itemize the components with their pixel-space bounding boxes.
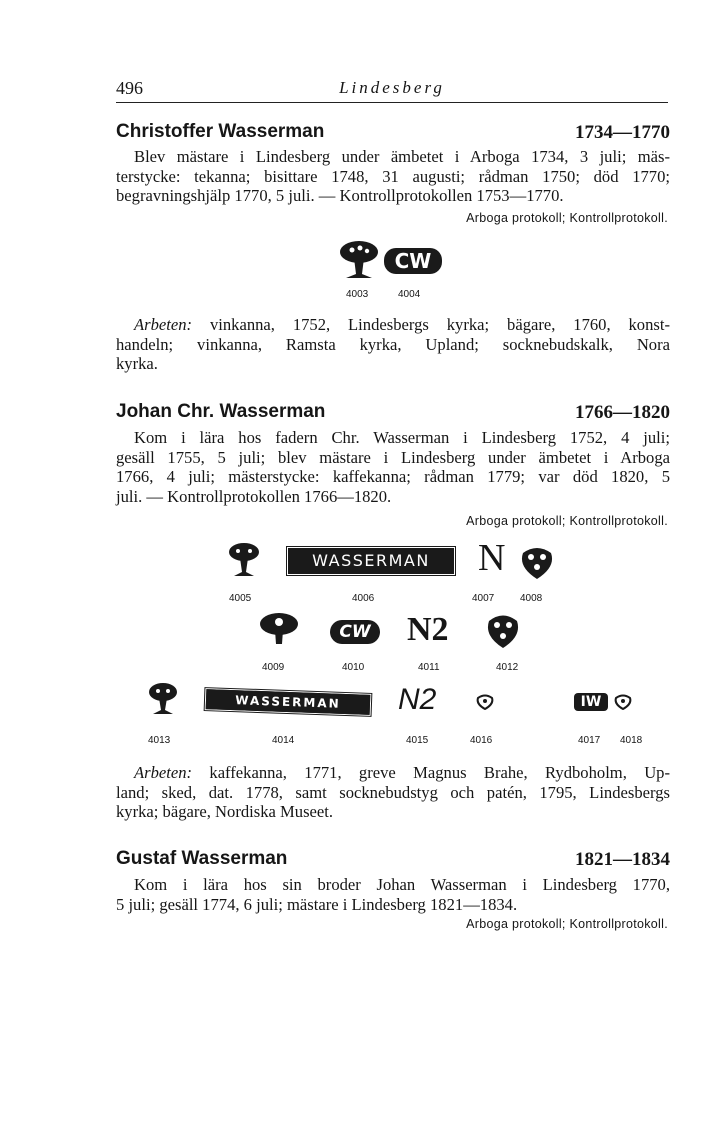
entry-bio-johan bbox=[116, 428, 670, 506]
initials-mark-cw: CW bbox=[330, 620, 380, 644]
mark-number: 4017 bbox=[578, 735, 601, 746]
letter-mark-n: N bbox=[478, 537, 506, 579]
entry-title-christoffer bbox=[116, 121, 670, 143]
mark-number: 4011 bbox=[418, 662, 440, 673]
tree-icon bbox=[226, 542, 262, 578]
mark-number: 4018 bbox=[620, 735, 643, 746]
source-citation: Arboga protokoll; Kontrollprotokoll. bbox=[466, 917, 668, 931]
entry-years: 1766—1820 bbox=[575, 402, 670, 423]
works-christoffer bbox=[116, 315, 670, 374]
name-banner-wasserman: WASSERMAN bbox=[206, 689, 371, 715]
works-line: kyrka; bägare, Nordiska Museet. bbox=[116, 802, 334, 822]
works-line: handeln; vinkanna, Ramsta kyrka, Upland; socknebudskalk, Nora bbox=[116, 334, 670, 354]
entry-bio-christoffer bbox=[116, 147, 670, 206]
mark-number: 4007 bbox=[472, 593, 495, 604]
tree-icon bbox=[338, 240, 380, 280]
mark-number: 4006 bbox=[352, 593, 375, 604]
works-line: Arbeten: kaffekanna, 1771, greve Magnus Brahe, Rydboholm, Up- bbox=[134, 763, 670, 782]
crowned-shield-icon bbox=[484, 612, 522, 650]
crowned-shield-icon bbox=[476, 694, 494, 710]
entry-title-johan bbox=[116, 401, 670, 423]
source-citation: Arboga protokoll; Kontrollprotokoll. bbox=[466, 211, 668, 225]
running-header bbox=[116, 78, 668, 103]
source-citation: Arboga protokoll; Kontrollprotokoll. bbox=[466, 514, 668, 528]
bio-line: gesäll 1755, 5 juli; blev mästare i Lindesberg under ämbetet i Arboga bbox=[116, 447, 670, 467]
entry-years: 1734—1770 bbox=[575, 122, 670, 143]
initials-mark-cw: CW bbox=[384, 248, 442, 274]
bio-line: begravningshjälp 1770, 5 juli. — Kontrollprotokollen 1753—1770. bbox=[116, 186, 564, 206]
mark-number: 4004 bbox=[398, 289, 421, 300]
entry-name: Johan Chr. Wasserman bbox=[116, 401, 326, 422]
bio-line: Kom i lära hos sin broder Johan Wasserman i Lindesberg 1770, bbox=[134, 875, 670, 894]
works-label: Arbeten: bbox=[134, 763, 193, 782]
running-title: Lindesberg bbox=[339, 78, 445, 97]
name-banner-wasserman: WASSERMAN bbox=[288, 548, 454, 574]
entry-title-gustaf bbox=[116, 848, 670, 870]
bio-line: 5 juli; gesäll 1774, 6 juli; mästare i Lindesberg 1821—1834. bbox=[116, 894, 518, 914]
bio-line: terstycke: tekanna; bisittare 1748, 31 augusti; rådman 1750; död 1770; bbox=[116, 166, 670, 186]
mark-number: 4008 bbox=[520, 593, 543, 604]
mark-number: 4015 bbox=[406, 735, 429, 746]
mark-number: 4010 bbox=[342, 662, 365, 673]
tree-icon bbox=[146, 682, 180, 716]
bio-line: 1766, 4 juli; mästerstycke: kaffekanna; rådman 1779; var död 1820, 5 bbox=[116, 467, 670, 487]
tree-icon bbox=[258, 612, 300, 646]
mark-number: 4013 bbox=[148, 735, 171, 746]
bio-line: juli. — Kontrollprotokollen 1766—1820. bbox=[116, 486, 392, 506]
entry-name: Christoffer Wasserman bbox=[116, 121, 325, 142]
page-number: 496 bbox=[116, 78, 143, 98]
entry-years: 1821—1834 bbox=[575, 849, 670, 870]
works-line: kyrka. bbox=[116, 354, 158, 374]
entry-name: Gustaf Wasserman bbox=[116, 848, 288, 869]
bio-line: Blev mästare i Lindesberg under ämbetet i Arboga 1734, 3 juli; mäs- bbox=[134, 147, 670, 166]
works-label: Arbeten: bbox=[134, 315, 193, 334]
entry-bio-gustaf bbox=[116, 875, 670, 914]
works-johan bbox=[116, 763, 670, 822]
mark-number: 4012 bbox=[496, 662, 519, 673]
mark-number: 4003 bbox=[346, 289, 369, 300]
mark-number: 4016 bbox=[470, 735, 493, 746]
crowned-shield-icon bbox=[518, 545, 556, 581]
mark-number: 4009 bbox=[262, 662, 285, 673]
works-line: Arbeten: vinkanna, 1752, Lindesbergs kyrka; bägare, 1760, konst- bbox=[134, 315, 670, 334]
mark-number: 4014 bbox=[272, 735, 295, 746]
letter-mark-n2: N2 bbox=[407, 611, 449, 648]
letter-mark-n2: N2 bbox=[398, 683, 437, 716]
works-line: land; sked, dat. 1778, samt socknebudstyg och patén, 1795, Lindesbergs bbox=[116, 782, 670, 802]
initials-mark-iw: IW bbox=[574, 693, 608, 711]
bio-line: Kom i lära hos fadern Chr. Wasserman i Lindesberg 1752, 4 juli; bbox=[134, 428, 670, 447]
mark-number: 4005 bbox=[229, 593, 252, 604]
crowned-shield-icon bbox=[614, 694, 632, 710]
